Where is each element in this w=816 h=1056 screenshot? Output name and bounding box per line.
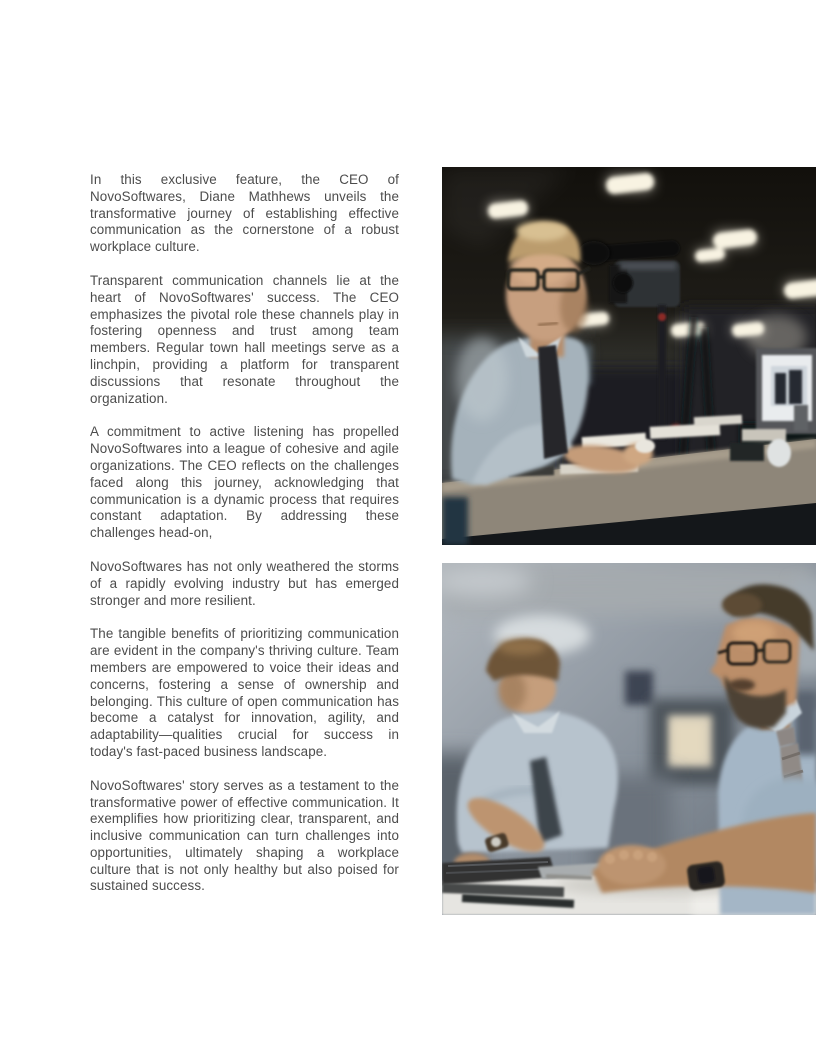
paragraph-2: Transparent communication channels lie at the heart of NovoSoftwares' success. The CEO emphasizes the pivotal role these channels play in fostering openness and trust among team members. Regular town hall meetings serve as a linchpin, providing a platform for transparent discussions that resonate throughout the organization. (90, 272, 399, 406)
paragraph-4: NovoSoftwares has not only weathered the storms of a rapidly evolving industry but has emerged stronger and more resilient. (90, 558, 399, 608)
paragraph-6: NovoSoftwares' story serves as a testament to the transformative power of effective communication. It exemplifies how prioritizing clear, transparent, and inclusive communication can turn challenges into opportunities, ultimately shaping a workplace culture that is not only healthy but also poised for sustained success. (90, 777, 399, 894)
paragraph-1: In this exclusive feature, the CEO of NovoSoftwares, Diane Mathhews unveils the transformative journey of establishing effective communication as the cornerstone of a robust workplace culture. (90, 172, 399, 255)
ceo-interview-illustration (442, 167, 816, 545)
paragraph-5: The tangible benefits of prioritizing communication are evident in the company's thriving culture. Team members are empowered to voice their ideas and concerns, fostering a sense of ownership and belonging. This culture of open communication has become a catalyst for innovation, agility, and adaptability—qualities crucial for success in today's fast-paced business landscape. (90, 626, 399, 759)
team-collaboration-illustration (442, 563, 816, 915)
team-collaboration-photo (442, 563, 816, 915)
paragraph-3: A commitment to active listening has propelled NovoSoftwares into a league of cohesive and agile organizations. The CEO reflects on the challenges faced along this journey, acknowledging that communication is a dynamic process that requires constant adaptation. By addressing these challenges head-on, (90, 424, 399, 541)
ceo-interview-photo (442, 167, 816, 545)
article-body (90, 172, 399, 912)
